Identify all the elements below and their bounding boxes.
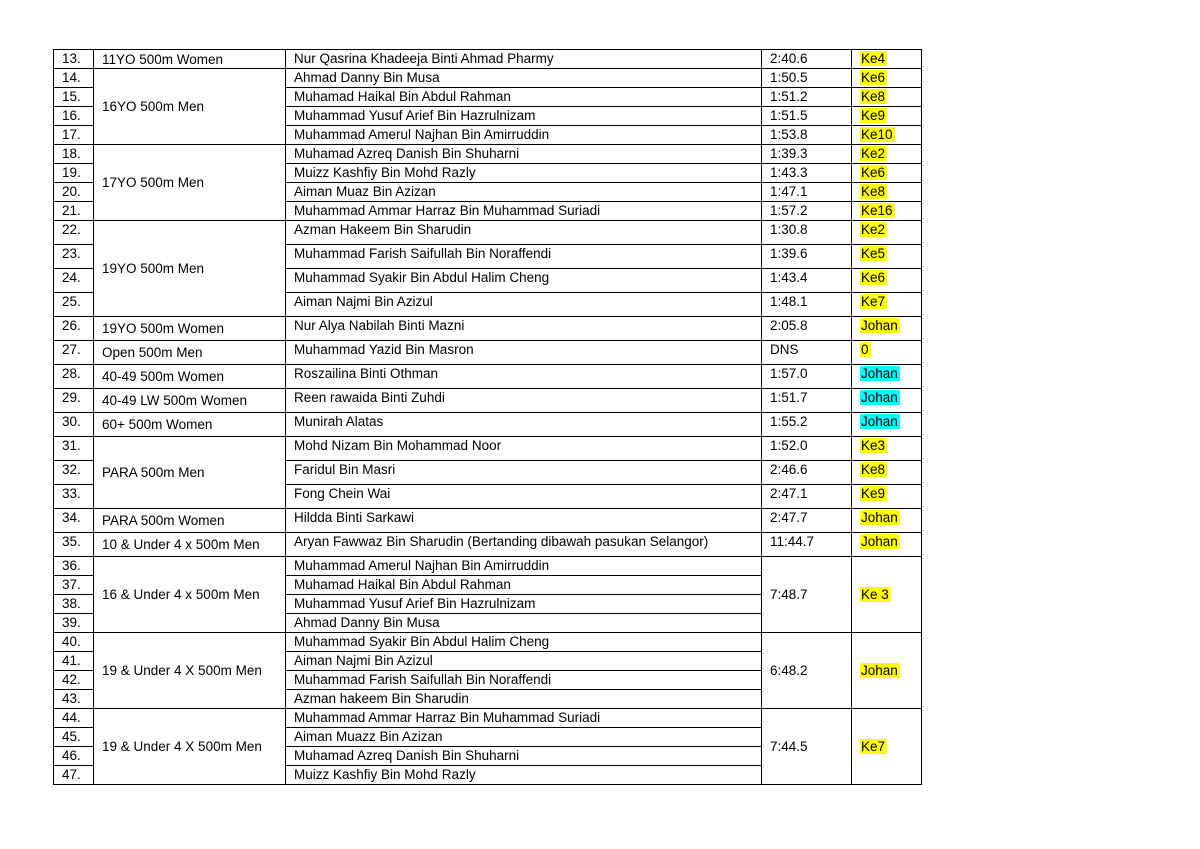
table-row [54,50,922,69]
position-cell [852,145,922,164]
position-cell [852,341,922,365]
athlete-name: Aiman Muaz Bin Azizan [286,183,762,202]
row-number: 22. [54,221,94,245]
position-badge: Ke7 [861,294,886,309]
position-badge: Johan [861,390,898,405]
row-number: 28. [54,365,94,389]
row-number: 29. [54,389,94,413]
event-name: Open 500m Men [94,341,286,365]
athlete-name: Aryan Fawwaz Bin Sharudin (Bertanding dibawah pasukan Selangor) [286,533,762,557]
position-badge: Johan [861,414,898,429]
athlete-name: Nur Alya Nabilah Binti Mazni [286,317,762,341]
event-name: 19 & Under 4 X 500m Men [94,709,286,785]
row-number: 42. [54,671,94,690]
row-number: 17. [54,126,94,145]
position-cell [852,69,922,88]
position-cell [852,245,922,269]
results-table [53,49,922,785]
row-number: 31. [54,437,94,461]
athlete-name: Muizz Kashfiy Bin Mohd Razly [286,766,762,785]
row-number: 32. [54,461,94,485]
result-time: 1:53.8 [762,126,852,145]
athlete-name: Muhammad Yusuf Arief Bin Hazrulnizam [286,595,762,614]
result-time: 1:52.0 [762,437,852,461]
result-time: 1:48.1 [762,293,852,317]
position-badge: Ke5 [861,246,886,261]
position-cell [852,88,922,107]
row-number: 34. [54,509,94,533]
position-cell [852,317,922,341]
position-badge: Ke16 [861,203,893,218]
result-time: DNS [762,341,852,365]
event-name: 17YO 500m Men [94,145,286,221]
result-time: 1:57.0 [762,365,852,389]
row-number: 45. [54,728,94,747]
athlete-name: Muhammad Ammar Harraz Bin Muhammad Suriadi [286,709,762,728]
result-time: 2:40.6 [762,50,852,69]
row-number: 33. [54,485,94,509]
row-number: 46. [54,747,94,766]
event-name: 40-49 LW 500m Women [94,389,286,413]
table-row [54,709,922,728]
result-time: 2:46.6 [762,461,852,485]
athlete-name: Muhammad Syakir Bin Abdul Halim Cheng [286,633,762,652]
athlete-name: Ahmad Danny Bin Musa [286,614,762,633]
position-badge: Johan [861,318,898,333]
position-badge: Ke3 [861,438,886,453]
athlete-name: Aiman Najmi Bin Azizul [286,293,762,317]
position-cell [852,509,922,533]
position-cell [852,461,922,485]
athlete-name: Muhammad Yazid Bin Masron [286,341,762,365]
athlete-name: Muizz Kashfiy Bin Mohd Razly [286,164,762,183]
athlete-name: Munirah Alatas [286,413,762,437]
position-badge: Ke6 [861,70,886,85]
position-badge: Ke2 [861,222,886,237]
result-time: 1:43.3 [762,164,852,183]
row-number: 23. [54,245,94,269]
athlete-name: Muhammad Farish Saifullah Bin Noraffendi [286,671,762,690]
table-row [54,389,922,413]
table-row [54,69,922,88]
table-row [54,145,922,164]
row-number: 19. [54,164,94,183]
athlete-name: Muhammad Farish Saifullah Bin Noraffendi [286,245,762,269]
result-time: 1:43.4 [762,269,852,293]
athlete-name: Azman Hakeem Bin Sharudin [286,221,762,245]
position-cell [852,413,922,437]
event-name: 16 & Under 4 x 500m Men [94,557,286,633]
position-badge: Johan [861,663,898,678]
position-badge: Johan [861,534,898,549]
result-time: 1:39.3 [762,145,852,164]
athlete-name: Nur Qasrina Khadeeja Binti Ahmad Pharmy [286,50,762,69]
row-number: 30. [54,413,94,437]
result-time: 2:47.7 [762,509,852,533]
position-cell [852,485,922,509]
position-badge: Johan [861,366,898,381]
result-time: 2:47.1 [762,485,852,509]
athlete-name: Muhamad Azreq Danish Bin Shuharni [286,145,762,164]
result-time: 1:51.5 [762,107,852,126]
table-row [54,365,922,389]
position-badge: Ke8 [861,89,886,104]
row-number: 27. [54,341,94,365]
event-name: 16YO 500m Men [94,69,286,145]
row-number: 25. [54,293,94,317]
result-time: 6:48.2 [762,633,852,709]
event-name: 19YO 500m Men [94,221,286,317]
position-cell [852,533,922,557]
table-row [54,413,922,437]
row-number: 21. [54,202,94,221]
position-cell [852,202,922,221]
athlete-name: Muhammad Amerul Najhan Bin Amirruddin [286,557,762,576]
position-cell [852,293,922,317]
result-time: 1:51.2 [762,88,852,107]
row-number: 26. [54,317,94,341]
table-row [54,437,922,461]
row-number: 39. [54,614,94,633]
row-number: 38. [54,595,94,614]
table-row [54,341,922,365]
athlete-name: Muhammad Amerul Najhan Bin Amirruddin [286,126,762,145]
position-badge: Ke9 [861,108,886,123]
result-time: 2:05.8 [762,317,852,341]
event-name: 11YO 500m Women [94,50,286,69]
table-row [54,317,922,341]
position-badge: Ke2 [861,146,886,161]
row-number: 43. [54,690,94,709]
position-badge: Ke8 [861,184,886,199]
row-number: 44. [54,709,94,728]
athlete-name: Mohd Nizam Bin Mohammad Noor [286,437,762,461]
athlete-name: Muhammad Yusuf Arief Bin Hazrulnizam [286,107,762,126]
position-badge: Ke10 [861,127,893,142]
position-cell [852,633,922,709]
position-badge: Ke6 [861,165,886,180]
position-cell [852,389,922,413]
row-number: 41. [54,652,94,671]
table-row [54,509,922,533]
event-name: 10 & Under 4 x 500m Men [94,533,286,557]
position-cell [852,557,922,633]
position-badge: 0 [861,342,869,357]
athlete-name: Muhamad Haikal Bin Abdul Rahman [286,88,762,107]
row-number: 36. [54,557,94,576]
row-number: 15. [54,88,94,107]
position-badge: Ke9 [861,486,886,501]
row-number: 35. [54,533,94,557]
results-body [54,50,922,785]
result-time: 1:55.2 [762,413,852,437]
result-time: 1:57.2 [762,202,852,221]
athlete-name: Reen rawaida Binti Zuhdi [286,389,762,413]
event-name: 60+ 500m Women [94,413,286,437]
result-time: 7:44.5 [762,709,852,785]
position-badge: Ke4 [861,51,886,66]
athlete-name: Aiman Najmi Bin Azizul [286,652,762,671]
table-row [54,533,922,557]
athlete-name: Roszailina Binti Othman [286,365,762,389]
result-time: 1:50.5 [762,69,852,88]
row-number: 18. [54,145,94,164]
row-number: 37. [54,576,94,595]
row-number: 20. [54,183,94,202]
result-time: 7:48.7 [762,557,852,633]
position-badge: Johan [861,510,898,525]
event-name: 19 & Under 4 X 500m Men [94,633,286,709]
row-number: 40. [54,633,94,652]
position-badge: Ke8 [861,462,886,477]
position-badge: Ke6 [861,270,886,285]
result-time: 1:30.8 [762,221,852,245]
event-name: PARA 500m Men [94,437,286,509]
position-cell [852,365,922,389]
athlete-name: Azman hakeem Bin Sharudin [286,690,762,709]
result-time: 1:51.7 [762,389,852,413]
position-cell [852,437,922,461]
athlete-name: Muhamad Haikal Bin Abdul Rahman [286,576,762,595]
position-cell [852,709,922,785]
position-cell [852,107,922,126]
athlete-name: Muhammad Ammar Harraz Bin Muhammad Suriadi [286,202,762,221]
table-row [54,221,922,245]
position-cell [852,183,922,202]
row-number: 14. [54,69,94,88]
position-cell [852,126,922,145]
row-number: 16. [54,107,94,126]
athlete-name: Faridul Bin Masri [286,461,762,485]
table-row [54,633,922,652]
row-number: 47. [54,766,94,785]
position-cell [852,50,922,69]
athlete-name: Aiman Muazz Bin Azizan [286,728,762,747]
position-badge: Ke7 [861,739,886,754]
row-number: 13. [54,50,94,69]
result-time: 1:47.1 [762,183,852,202]
athlete-name: Muhamad Azreq Danish Bin Shuharni [286,747,762,766]
row-number: 24. [54,269,94,293]
athlete-name: Fong Chein Wai [286,485,762,509]
position-cell [852,164,922,183]
result-time: 1:39.6 [762,245,852,269]
event-name: 19YO 500m Women [94,317,286,341]
position-cell [852,269,922,293]
athlete-name: Ahmad Danny Bin Musa [286,69,762,88]
result-time: 11:44.7 [762,533,852,557]
event-name: PARA 500m Women [94,509,286,533]
position-cell [852,221,922,245]
table-row [54,557,922,576]
athlete-name: Hildda Binti Sarkawi [286,509,762,533]
event-name: 40-49 500m Women [94,365,286,389]
athlete-name: Muhammad Syakir Bin Abdul Halim Cheng [286,269,762,293]
position-badge: Ke 3 [861,587,889,602]
